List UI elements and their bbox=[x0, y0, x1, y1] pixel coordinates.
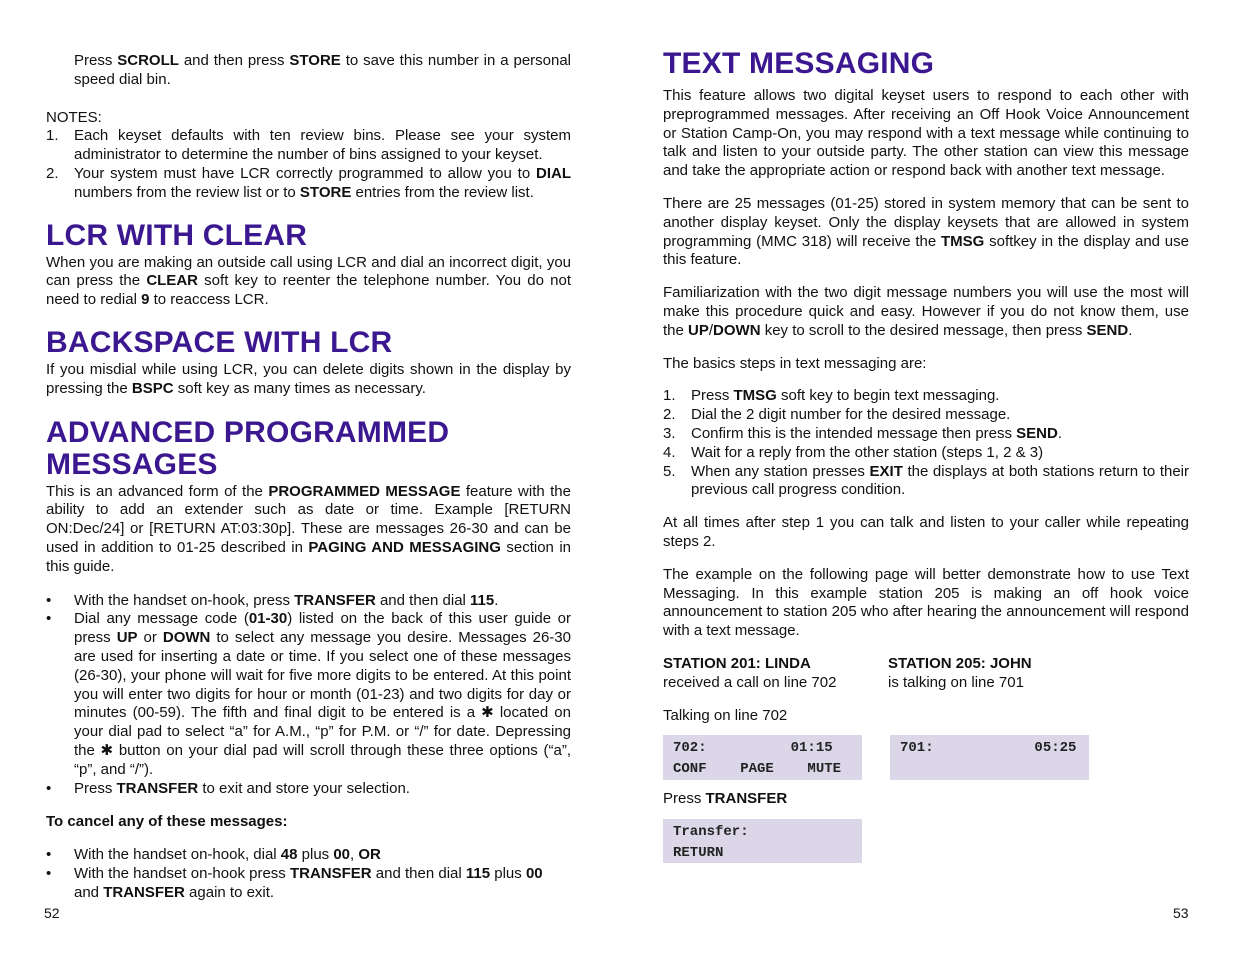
notes-list bbox=[46, 127, 571, 202]
bullet-item: • With the handset on-hook press TRANSFER and then dial 115 plus 00 and TRANSFER again to exit. bbox=[46, 864, 543, 901]
talk-paragraph: At all times after step 1 you can talk and listen to your caller while repeating steps 2. bbox=[663, 514, 1189, 550]
advanced-heading: ADVANCED PROGRAMMED MESSAGES bbox=[46, 415, 450, 481]
cancel-heading: To cancel any of these messages: bbox=[46, 813, 288, 831]
lcd-display-transfer: Transfer: RETURN bbox=[663, 819, 862, 863]
messages-paragraph: There are 25 messages (01-25) stored in system memory that can be sent to another display keyset. Only the display keysets that are allowed in system programming (MMC 318) will receive the TMSG softkey in the display and use this feature. bbox=[663, 194, 1189, 269]
lcr-with-clear-paragraph: When you are making an outside call using LCR and dial an incorrect digit, you can press the CLEAR soft key to reenter the telephone number. You do not need to redial 9 to reaccess LCR. bbox=[46, 253, 572, 309]
bullet-item: • With the handset on-hook, dial 48 plus 00, OR bbox=[46, 846, 381, 864]
text-messaging-heading: TEXT MESSAGING bbox=[663, 47, 935, 80]
note-item: 2. Your system must have LCR correctly programmed to allow you to DIAL numbers from the review list or to STORE entries from the review list. bbox=[46, 164, 571, 201]
lcd-row bbox=[663, 735, 1189, 780]
step-item: 3. Confirm this is the intended message then press SEND. bbox=[663, 424, 1063, 442]
example-paragraph: The example on the following page will better demonstrate how to use Text Messaging. In this example station 205 is making an off hook voice announcement to station 205 who after hearing the announcement will respond with a text message. bbox=[663, 565, 1189, 640]
intro-paragraph: Press SCROLL and then press STORE to save this number in a personal speed dial bin. bbox=[74, 52, 572, 88]
bullet-item: • Dial any message code (01-30) listed on the back of this user guide or press UP or DOWN to select any message you desire. Messages 26-30 are used for inserting a date or time. If you select one of these messages (26-30), your phone will wait for five more digits to be entered. At this point you will enter two digits for hour or month (01-23) and two digits for day or minutes (00-59). The fifth and final digit to be entered is a ✱ located on your dial pad to select “a” for A.M., “p” for P.M. or “/” for date. Depressing the ✱ button on your dial pad will scroll through these three options (“a”, “p”, and “/”). bbox=[46, 610, 571, 778]
intro-paragraph: This feature allows two digital keyset users to respond to each other with preprogrammed messages. After receiving an Off Hook Voice Announcement or Station Camp-On, you may respond with a text message while continuing to talk and listen to your outside party. The other station can view this message and take the appropriate action or respond back with another text message. bbox=[663, 87, 1189, 180]
advanced-paragraph: This is an advanced form of the PROGRAMMED MESSAGE feature with the ability to add an extender such as date or time. Example [RETURN ON:Dec/24] or [RETURN AT:03:30p]. These are messages 26-30 and can be used in addition to 01-25 described in PAGING AND MESSAGING section in this guide. bbox=[46, 482, 571, 575]
step-item: 1. Press TMSG soft key to begin text messaging. bbox=[663, 387, 1000, 405]
notes-label: NOTES: bbox=[46, 108, 102, 126]
station-205: STATION 205: JOHN is talking on line 701 bbox=[888, 654, 1032, 691]
lcr-with-clear-heading: LCR WITH CLEAR bbox=[46, 218, 308, 252]
note-item: 1. Each keyset defaults with ten review bins. Please see your system administrator to determine the number of bins assigned to your keyset. bbox=[46, 127, 571, 164]
bullet-item: • Press TRANSFER to exit and store your selection. bbox=[46, 779, 410, 797]
basic-steps-intro: The basics steps in text messaging are: bbox=[663, 354, 927, 372]
cancel-bullets bbox=[46, 846, 571, 902]
lcd-display-201: 702: 01:15 CONF PAGE MUTE bbox=[663, 735, 862, 780]
station-201: STATION 201: LINDA received a call on line 702 bbox=[663, 654, 837, 691]
step-item: 2. Dial the 2 digit number for the desired message. bbox=[663, 406, 1011, 424]
backspace-paragraph: If you misdial while using LCR, you can delete digits shown in the display by pressing the BSPC soft key as many times as necessary. bbox=[46, 360, 571, 397]
bullet-item: • With the handset on-hook, press TRANSFER and then dial 115. bbox=[46, 591, 499, 609]
press-transfer-label: Press TRANSFER bbox=[663, 790, 788, 808]
step-item: 5. When any station presses EXIT the displays at both stations return to their previous call progress condition. bbox=[663, 462, 1190, 499]
lcd-display-205: 701: 05:25 bbox=[890, 735, 1089, 780]
talking-label: Talking on line 702 bbox=[663, 706, 788, 724]
advanced-bullets bbox=[46, 592, 571, 799]
steps-list bbox=[663, 387, 1189, 500]
right-page bbox=[617, 0, 1235, 954]
stations-row bbox=[663, 655, 1189, 693]
left-page bbox=[0, 0, 617, 954]
familiarization-paragraph: Familiarization with the two digit message numbers you will use the most will make this procedure quick and easy. However if you do not know them, use the UP/DOWN key to scroll to the desired message, then press SEND. bbox=[663, 284, 1189, 339]
backspace-heading: BACKSPACE WITH LCR bbox=[46, 325, 393, 359]
step-item: 4. Wait for a reply from the other station (steps 1, 2 & 3) bbox=[663, 443, 1044, 461]
page-number: 52 bbox=[44, 905, 60, 921]
page-number: 53 bbox=[1173, 905, 1189, 921]
